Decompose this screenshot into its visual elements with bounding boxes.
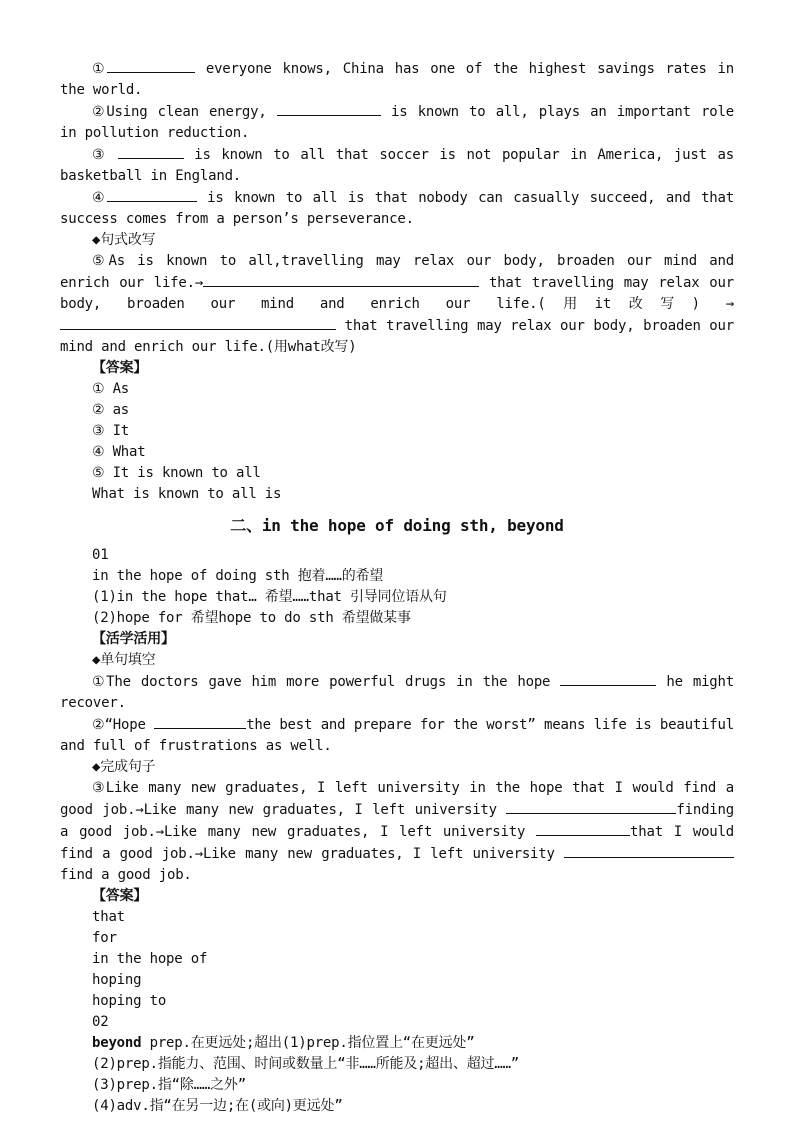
answer-blank[interactable] <box>536 821 630 836</box>
question-text: is known to all that soccer is not popular in America, just as basketball in England. <box>60 147 734 184</box>
question-3 <box>60 778 734 886</box>
answer-blank[interactable] <box>506 799 676 814</box>
question-text: that travelling may relax our body, broaden our mind and enrich our life.(用it改写) → <box>60 275 734 312</box>
question-text: is known to all is that nobody can casually succeed, and that success comes from a person’s perseverance. <box>60 190 734 227</box>
question-number: ③ <box>92 147 118 163</box>
question-1 <box>60 671 734 714</box>
question-number: ① <box>92 61 107 77</box>
answer-item: in the hope of <box>92 951 208 967</box>
question-text: everyone knows, China has one of the highest savings rates in the world. <box>60 61 734 98</box>
question-4 <box>60 187 734 230</box>
question-2 <box>60 101 734 144</box>
question-text: is known to all, plays an important role in pollution reduction. <box>60 104 734 141</box>
question-text: ②“Hope <box>92 717 155 733</box>
section-index: 02 <box>92 1014 109 1030</box>
question-text: ⑤As is known to all,travelling may relax our body, broaden our mind and enrich our life.→ <box>60 253 734 291</box>
answer-blank[interactable] <box>564 843 734 858</box>
question-text: ①The doctors gave him more powerful drugs in the hope <box>92 674 561 690</box>
answer-blank[interactable] <box>203 272 479 287</box>
question-text: ③Like many new graduates, I left university in the hope that I would find a good job.→Like many new graduates, I left university <box>60 780 734 818</box>
answer-item: ⑤ It is known to all <box>92 465 261 481</box>
answer-blank[interactable] <box>60 315 336 330</box>
question-text: that I would find a good job.→Like many new graduates, I left university <box>60 824 734 862</box>
answer-blank[interactable] <box>118 144 184 159</box>
question-5 <box>60 251 734 358</box>
question-3 <box>60 144 734 187</box>
complete-heading: ◆完成句子 <box>92 759 156 775</box>
definition-sub: (3)prep.指“除……之外” <box>92 1077 246 1093</box>
answer-item: ③ It <box>92 423 130 439</box>
definition-line: in the hope of doing sth 抱着……的希望 <box>92 568 384 584</box>
answer-item: ① As <box>92 381 130 397</box>
section-index: 01 <box>92 547 109 563</box>
definition-text: prep.在更远处;超出(1)prep.指位置上“在更远处” <box>141 1035 475 1051</box>
answer-heading: 【答案】 <box>92 360 148 376</box>
answer-blank[interactable] <box>560 671 656 686</box>
answer-blank[interactable] <box>107 187 197 202</box>
answer-item: hoping <box>92 972 142 988</box>
question-text: he might recover. <box>60 674 734 711</box>
question-text: finding a good job.→Like many new graduates, I left university <box>60 802 734 840</box>
practice-heading: 【活学活用】 <box>92 631 175 647</box>
document-page <box>60 58 734 1117</box>
answer-item: ② as <box>92 402 130 418</box>
question-number: ④ <box>92 190 107 206</box>
answer-item: for <box>92 930 117 946</box>
fill-heading: ◆单句填空 <box>92 652 156 668</box>
question-text: find a good job. <box>60 867 192 883</box>
answer-item: ④ What <box>92 444 146 460</box>
definition-sub: (1)in the hope that… 希望……that 引导同位语从句 <box>92 589 447 605</box>
question-1 <box>60 58 734 101</box>
answer-item: What is known to all is <box>92 486 282 502</box>
section-title: 二、in the hope of doing sth, beyond <box>230 516 564 535</box>
answer-blank[interactable] <box>107 58 195 73</box>
answer-item: that <box>92 909 125 925</box>
answer-blank[interactable] <box>154 714 246 729</box>
definition-sub: (2)prep.指能力、范围、时间或数量上“非……所能及;超出、超过……” <box>92 1056 520 1072</box>
keyword: beyond <box>92 1035 142 1051</box>
answer-heading: 【答案】 <box>92 888 148 904</box>
rewrite-heading: ◆句式改写 <box>92 232 156 248</box>
answer-item: hoping to <box>92 993 167 1009</box>
question-text: the best and prepare for the worst” means life is beautiful and full of frustrations as well. <box>60 717 734 754</box>
question-2 <box>60 714 734 757</box>
definition-sub: (2)hope for 希望hope to do sth 希望做某事 <box>92 610 411 626</box>
answer-blank[interactable] <box>277 101 381 116</box>
definition-sub: (4)adv.指“在另一边;在(或向)更远处” <box>92 1098 343 1114</box>
question-text: ②Using clean energy, <box>92 104 277 120</box>
question-text: that travelling may relax our body, broaden our mind and enrich our life.(用what改写) <box>60 318 734 355</box>
beyond-definition <box>60 1033 734 1054</box>
